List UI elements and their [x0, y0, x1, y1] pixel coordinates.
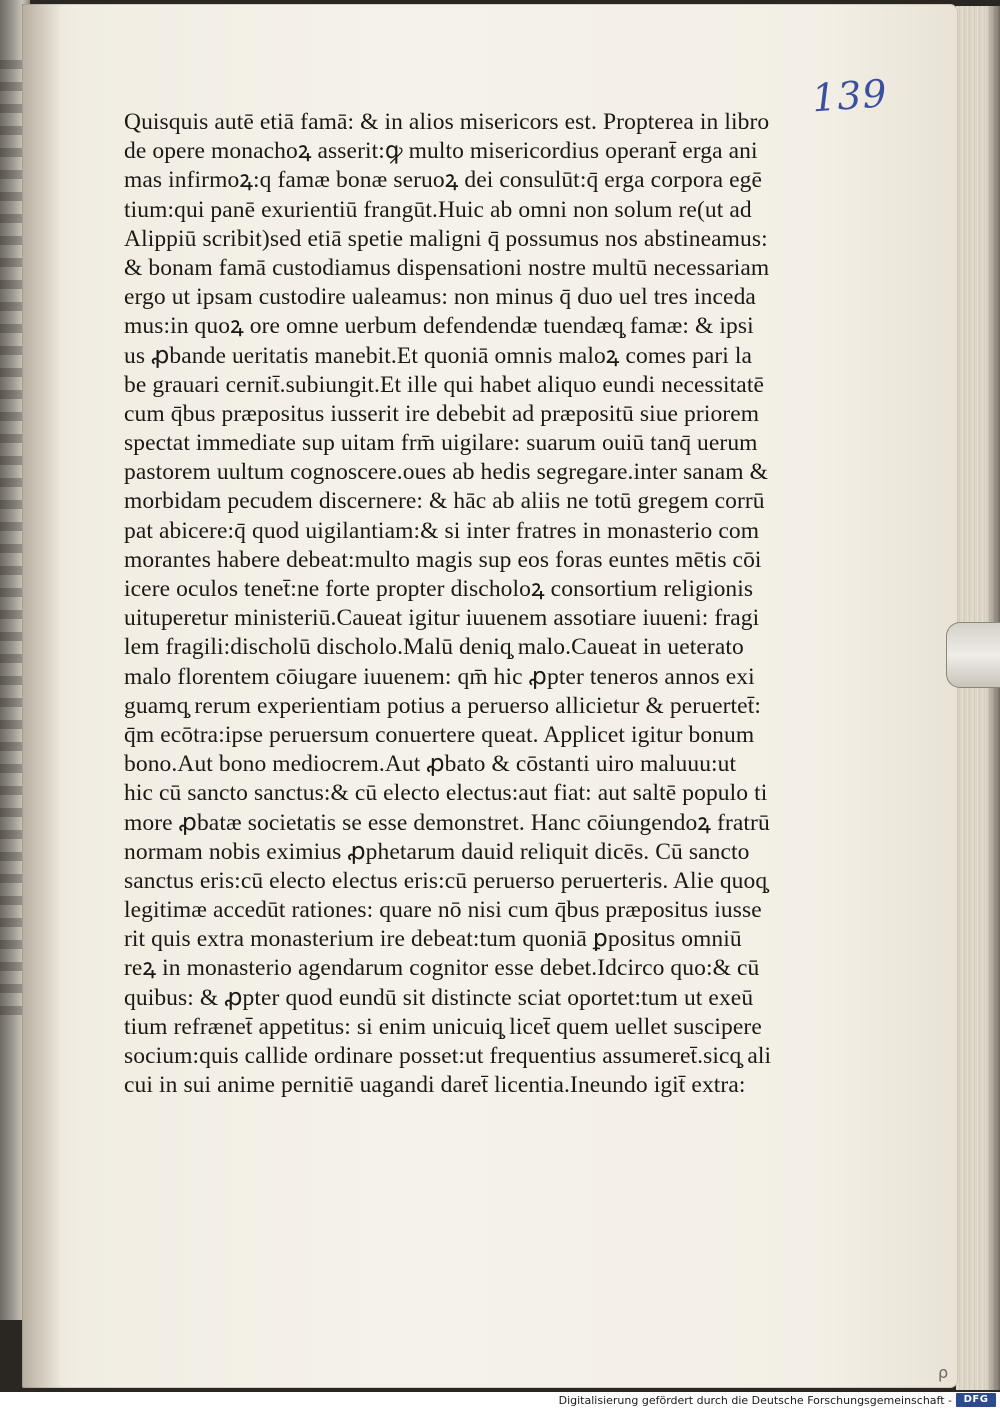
footer-bar [0, 1392, 1000, 1409]
text-line: hic cū sancto sanctus:& cū electo electus:aut fiat: aut saltē populo ti [124, 780, 768, 807]
text-line: legitimæ accedūt rationes: quare nō nisi cum q̄bus præpositus iusse [124, 897, 762, 924]
bookmark-tab [946, 622, 1000, 688]
text-line: more ꝓbatæ societatis se esse demonstret. Hanc cōiungendoꝝ fratrū [124, 809, 770, 836]
footer-credit: Digitalisierung gefördert durch die Deutsche Forschungsgemeinschaft - [558, 1394, 952, 1407]
text-line: spectat immediate sup uitam frm̄ uigilare: suarum ouiū tanq̄ uerum [124, 430, 758, 457]
text-line: icere oculos tenet̄:ne forte propter discholoꝝ consortium religionis [124, 576, 754, 602]
text-line: reꝝ in monasterio agendarum cognitor esse debet.Idcirco quo:& cū [124, 955, 760, 982]
text-line: bono.Aut bono mediocrem.Aut ꝓbato & cōstanti uiro maluuu:ut [124, 751, 737, 778]
text-line: malo florentem cōiugare iuuenem: qm̄ hic ꝓpter teneros annos exi [124, 663, 755, 690]
text-line: tium refrænet̄ appetitus: si enim unicuiq̧ licet̄ quem uellet suscipere [124, 1013, 762, 1040]
dfg-logo: DFG [956, 1393, 996, 1407]
text-line: socium:quis callide ordinare posset:ut frequentius assumeret̄.sicq̧ ali [124, 1043, 772, 1069]
gutter-shadow [22, 4, 62, 1388]
text-line: Quisquis autē etiā famā: & in alios misericors est. Propterea in libro [124, 109, 770, 135]
text-line: morbidam pecudem discernere: & hāc ab aliis ne totū gregem corrū [124, 488, 765, 515]
text-line: q̄m ecōtra:ipse peruersum conuertere queat. Applicet igitur bonum [124, 721, 755, 748]
text-line: quibus: & ꝓpter quod eundū sit distincte sciat oportet:tum ut exeū [124, 984, 754, 1011]
text-line: be grauari cernit̄.subiungit.Et ille qui habet aliquo eundi necessitatē [124, 371, 764, 398]
text-line: morantes habere debeat:multo magis sup eos foras euntes mētis cōi [124, 546, 762, 573]
page-block-shadow [986, 6, 1000, 1390]
text-line: us ꝓbande ueritatis manebit.Et quoniā omnis maloꝝ comes pari la [124, 342, 753, 369]
text-line: guamq̧ rerum experientiam potius a peruerso allicietur & peruertet̄: [124, 692, 761, 719]
text-line: normam nobis eximius ꝓphetarum dauid reliquit dicēs. Cū sancto [124, 838, 750, 865]
text-line: cum q̄bus præpositus iusserit ire debebit ad præpositū siue priorem [124, 400, 760, 427]
text-line: ergo ut ipsam custodire ualeamus: non minus q̄ duo uel tres inceda [124, 284, 756, 311]
text-line: pastorem uultum cognoscere.oues ab hedis segregare.inter sanam & [124, 459, 768, 486]
text-line: lem fragili:discholū discholo.Malū deniq̧ malo.Caueat in ueterato [124, 634, 744, 661]
text-line: rit quis extra monasterium ire debeat:tum quoniā ꝑpositus omniū [124, 926, 742, 953]
text-line: tium:qui panē exurientiū frangūt.Huic ab omni non solum re(ut ad [124, 196, 752, 223]
text-line: uituperetur ministeriū.Caueat igitur iuuenem assotiare iuueni: fragi [124, 605, 760, 632]
text-line: de opere monachoꝝ asserit:ꝙ multo misericordius operant̄ erga ani [124, 138, 758, 165]
text-line: mas infirmoꝝ:q famæ bonæ seruoꝝ dei consulūt:q̄ erga corpora egē [124, 167, 763, 194]
text-line: sanctus eris:cū electo electus eris:cū peruerso peruerteris. Alie quoq̧ [124, 867, 768, 894]
text-line: mus:in quoꝝ ore omne uerbum defendendæ tuendæq̧ famæ: & ipsi [124, 313, 754, 340]
text-line: cui in sui anime pernitiē uagandi daret̄ licentia.Ineundo igit̄ extra: [124, 1072, 746, 1099]
text-line: pat abicere:q̄ quod uigilantiam:& si inter fratres in monasterio com [124, 517, 760, 544]
pencil-mark: ρ [938, 1363, 949, 1382]
text-block [124, 108, 824, 1108]
text-line: Alippiū scribit)sed etiā spetie maligni q̄ possumus nos abstineamus: [124, 225, 768, 252]
folio-number: 139 [810, 71, 889, 121]
text-line: & bonam famā custodiamus dispensationi nostre multū necessariam [124, 254, 770, 281]
